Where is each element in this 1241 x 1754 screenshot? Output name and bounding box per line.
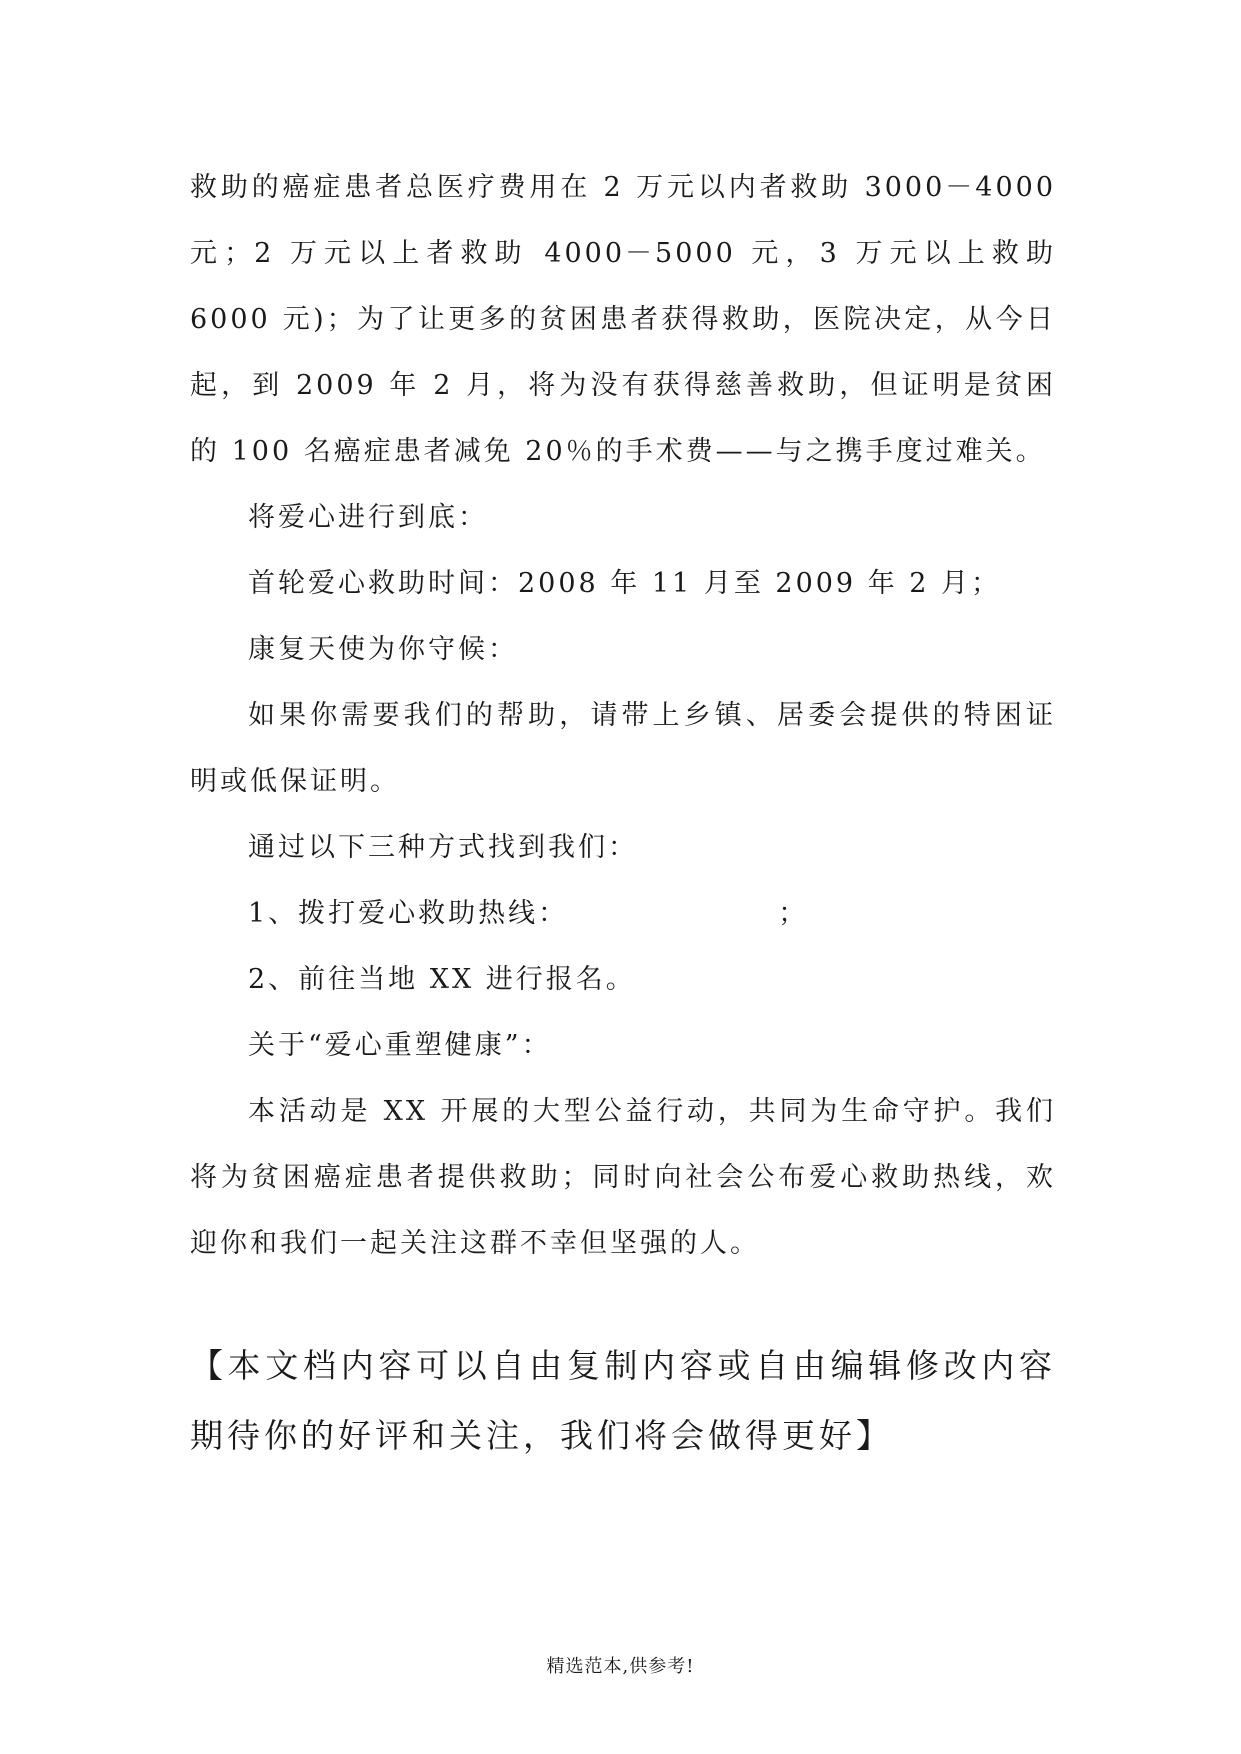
paragraph-rescue-period: 首轮爱心救助时间：2008 年 11 月至 2009 年 2 月； xyxy=(248,568,1002,599)
paragraph-activity: 本活动是 XX 开展的大型公益行动，共同为生命守护。我们将为贫困癌症患者提供救助；同时向社会公布爱心救助热线，欢迎你和我们一起关注这群不幸但坚强的人。 xyxy=(190,1096,1056,1259)
heading-angel-waiting: 康复天使为你守候： xyxy=(248,634,518,665)
document-body xyxy=(190,155,1056,1471)
paragraph-need-help: 如果你需要我们的帮助，请带上乡镇、居委会提供的特困证明或低保证明。 xyxy=(190,700,1056,797)
heading-about: 关于“爱心重塑健康”： xyxy=(248,1030,552,1061)
hotline-end: ； xyxy=(778,898,809,929)
list-item-register: 2、前往当地 XX 进行报名。 xyxy=(248,964,636,995)
paragraph-rescue-amounts: 救助的癌症患者总医疗费用在 2 万元以内者救助 3000－4000 元；2 万元以上者救助 4000－5000 元，3 万元以上救助 6000 元)；为了让更多的贫困患者获得救助，医院决定，从今日起，到 2009 年 2 月，将为没有获得慈善救助，但证明是贫困的 100 名癌症患者减免 20％的手术费——与之携手度过难关。 xyxy=(190,172,1056,467)
heading-three-ways: 通过以下三种方式找到我们： xyxy=(248,832,638,863)
list-item-hotline xyxy=(190,881,1056,947)
heading-love-to-end: 将爱心进行到底： xyxy=(248,502,488,533)
hotline-label: 1、拨打爱心救助热线： xyxy=(248,898,569,929)
page-footer: 精选范本,供参考! xyxy=(546,1656,695,1677)
document-notice: 【本文档内容可以自由复制内容或自由编辑修改内容期待你的好评和关注，我们将会做得更好】 xyxy=(190,1346,1056,1455)
